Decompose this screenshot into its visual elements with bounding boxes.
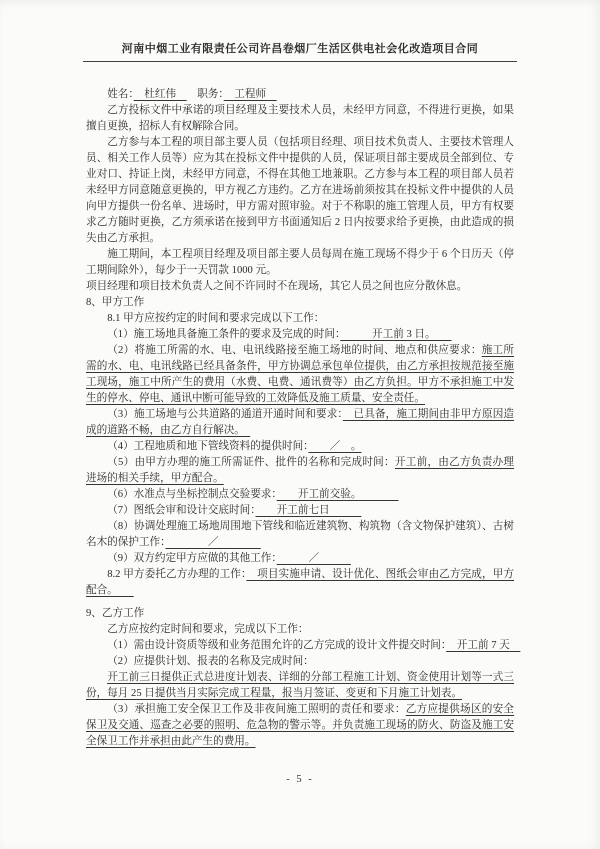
clause-9-1 bbox=[86, 638, 521, 654]
fill-in-value: 施工所需的水、电、电讯线路已经具备条件，甲方协调总承包单位提供，由乙方承担按规范接至施工现场，施工中所产生的费用（水费、电费、通讯费等）由乙方负担。甲方不承担施工中发生的停水、停电、通讯中断可能导致的工效降低及施工质量、安全责任。 bbox=[86, 345, 515, 404]
body-text: 9、乙方工作 bbox=[86, 608, 145, 619]
fill-in-value: 开工前七日 bbox=[255, 505, 362, 516]
body-text: （5）由甲方办理的施工所需证件、批件的名称和完成时间： bbox=[107, 457, 395, 468]
clause-9-intro bbox=[86, 622, 514, 638]
fill-in-value: 开工前三日提供正式总进度计划表、详细的分部工程施工计划、资金使用计划等一式三份，每月 25 日提供当月实际完成工程量，报当月签证、变更和下月施工计划表。 bbox=[86, 672, 514, 699]
body-text: （4）工程地质和地下管线资料的提供时间： bbox=[107, 441, 309, 452]
clause-8-1-2 bbox=[86, 343, 514, 407]
body-text: （3）施工场地与公共道路的通道开通时间和要求： bbox=[107, 409, 343, 420]
body-text: （8）协调处理施工场地周围地下管线和临近建筑物、构筑物（含文物保护建筑）、古树名木的保护工作： bbox=[86, 521, 514, 548]
clause-personnel-change bbox=[86, 103, 514, 135]
fill-in-value: 开工前交验。 bbox=[276, 489, 399, 500]
name-and-title-line bbox=[86, 87, 514, 103]
clause-8-1-3 bbox=[86, 407, 514, 439]
clause-presence-rule bbox=[86, 279, 514, 295]
body-text: （7）图纸会审和设计交底时间： bbox=[107, 505, 256, 516]
fill-in-value: 开工前 3 日。 bbox=[340, 329, 452, 340]
clause-9-2 bbox=[86, 654, 514, 670]
document-header-title: 河南中烟工业有限责任公司许昌卷烟厂生活区供电社会化改造项目合同 bbox=[121, 43, 479, 55]
body-text: （9）双方约定甲方应做的其他工作： bbox=[107, 553, 277, 564]
clause-8-1 bbox=[86, 311, 514, 327]
body-text: （1）施工场地具备施工条件的要求及完成的时间： bbox=[107, 329, 341, 340]
body-text: （2）应提供计划、报表的名称及完成时间： bbox=[107, 656, 314, 667]
fill-in-value: ／ 。 bbox=[308, 441, 362, 452]
body-text: （3）承担施工安全保卫工作及非夜间施工照明的责任和要求： bbox=[107, 704, 406, 715]
clause-8-1-4 bbox=[86, 439, 514, 455]
body-text: 乙方参与本工程的项目部主要人员（包括项目经理、项目技术负责人、主要技术管理人员、相关工作人员等）应为其在投标文件中提供的人员，保证项目部主要成员全部到位、专业对口、持证上岗，未经甲方同意，不得在其他工地兼职。乙方参与本工程的项目部人员若未经甲方同意随意更换的，甲方视乙方违约。乙方在进场前须按其在投标文件中提供的人员向甲方提供一份名单、进场时，甲方需对照审验。对于不称职的施工管理人员，甲方有权要求乙方随时更换，乙方须承诺在接到甲方书面通知后 2 日内按要求给予更换，由此造成的损失由乙方承担。 bbox=[86, 137, 514, 244]
clause-9-2-answer bbox=[86, 670, 514, 702]
page-number: - 5 - bbox=[286, 774, 314, 785]
fill-in-value: 工程师 bbox=[223, 89, 277, 100]
header-rule bbox=[83, 61, 517, 62]
fill-in-value: 乙方应提供场区的安全保卫及交通、巡查之必要的照明、危急物的警示等。并负责施工现场的防火、防盗及施工安全保卫工作并承担由此产生的费用。 bbox=[86, 704, 515, 747]
section-9-heading bbox=[86, 606, 514, 622]
clause-8-1-9 bbox=[86, 551, 514, 567]
fill-in-value: 开工前，由乙方负责办理进场的相关手续，甲方配合。 bbox=[86, 457, 515, 484]
fill-in-value: ／ bbox=[276, 553, 351, 564]
document-header bbox=[86, 40, 514, 62]
body-text: 8、甲方工作 bbox=[86, 297, 145, 308]
fill-in-value: 杜红伟 bbox=[133, 89, 187, 100]
body-text: （6）水准点与坐标控制点交验要求： bbox=[107, 489, 277, 500]
body-text: （2）将施工所需的水、电、电讯线路接至施工场地的时间、地点和供应要求： bbox=[107, 345, 482, 356]
fill-in-value: 开工前 7 天 bbox=[446, 640, 521, 651]
clause-8-1-5 bbox=[86, 455, 514, 487]
body-text: 乙方应按约定时间和要求，完成以下工作： bbox=[107, 624, 309, 635]
clause-8-1-6 bbox=[86, 487, 514, 503]
body-text: 8.1 甲方应按约定的时间和要求完成以下工作： bbox=[107, 313, 325, 324]
body-text: 职务： bbox=[186, 89, 224, 100]
body-text: 项目经理和项目技术负责人之间不许同时不在现场，其它人员之间也应分散休息。 bbox=[86, 281, 468, 292]
clause-8-1-7 bbox=[86, 503, 514, 519]
body-text: （1）需由设计资质等级和业务范围允许的乙方完成的设计文件提交时间： bbox=[107, 640, 447, 651]
clause-project-team bbox=[86, 135, 514, 247]
fill-in-value: 已具备，施工期间由非甲方原因造成的道路不畅，由乙方自行解决。 bbox=[86, 409, 515, 436]
clause-8-2 bbox=[86, 567, 514, 599]
section-8-heading bbox=[86, 295, 514, 311]
body-text: 乙方投标文件中承诺的项目经理及主要技术人员，未经甲方同意，不得进行更换，如果擅自更换，招标人有权解除合同。 bbox=[86, 105, 514, 132]
clause-site-attendance bbox=[86, 247, 514, 279]
clause-9-3 bbox=[86, 702, 514, 750]
body-text: 施工期间，本工程项目经理及项目部主要人员每周在施工现场不得少于 6 个日历天（停工期间除外），每少于一天罚款 1000 元。 bbox=[86, 249, 514, 276]
clause-8-1-1 bbox=[86, 327, 514, 343]
body-text: 姓名： bbox=[107, 89, 134, 100]
clause-8-1-8 bbox=[86, 519, 514, 551]
fill-in-value: 项目实施申请、设计优化、图纸会审由乙方完成，甲方配合。 bbox=[86, 569, 515, 596]
document-body bbox=[86, 87, 521, 750]
fill-in-value: ／ bbox=[165, 537, 261, 548]
body-text: 8.2 甲方委托乙方办理的工作： bbox=[107, 569, 247, 580]
